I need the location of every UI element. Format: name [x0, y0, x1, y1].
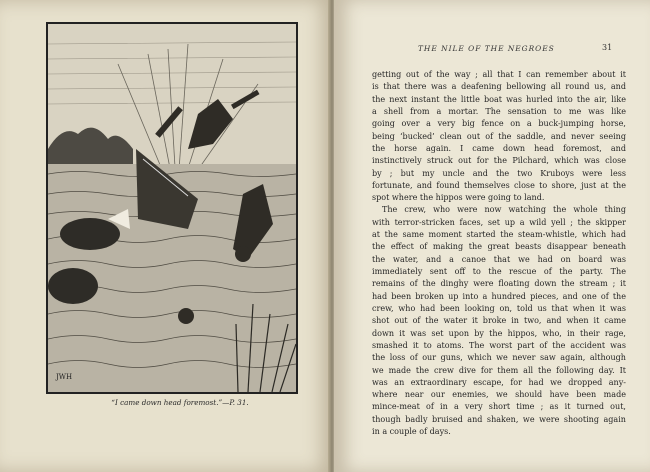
- text-line: a shell from a mortar. The sensation to me was like: [372, 106, 626, 116]
- text-line: at the same moment started the steam-whistle, which had: [372, 230, 626, 240]
- text-line: the water, and a canoe that we had on board was: [372, 254, 626, 264]
- text-line: getting out of the way ; all that I can remember about it: [372, 70, 626, 79]
- text-line: had been broken up into a hundred pieces, and one of the: [372, 291, 626, 301]
- text-line: we made the crew dive for them all the following day. It: [372, 365, 626, 375]
- text-line: where near our enemies, we should have been made: [372, 390, 626, 400]
- illustration-caption: “I came down head foremost.”—P. 31.: [111, 398, 249, 407]
- text-line: was an extraordinary escape, for had we dropped any-: [372, 377, 626, 387]
- text-line: immediately sent off to the rescue of the party. The: [372, 267, 626, 276]
- text-line: being ‘bucked’ clean out of the saddle, and never seeing: [372, 131, 626, 141]
- text-line: the horse again. I came down head foremost, and: [372, 143, 626, 153]
- engraving-illustration: [46, 22, 298, 394]
- text-line: the loss of our guns, which we never saw again, although: [372, 353, 626, 363]
- text-line: crew, who had been looking on, told us that when it was: [372, 303, 626, 313]
- text-line: fortunate, and found themselves close to shore, just at the: [372, 180, 626, 190]
- text-line: mince-meat of in a very short time ; as it turned out,: [372, 402, 626, 412]
- text-line: by ; but my uncle and the two Kruboys were less: [372, 168, 626, 178]
- text-line: though badly bruised and shaken, we were shooting again: [372, 414, 626, 424]
- hippo-attack-engraving: [48, 24, 296, 392]
- text-line: is that there was a deafening bellowing all round us, and: [372, 82, 626, 92]
- text-line: smashed it to atoms. The worst part of the accident was: [372, 340, 626, 350]
- illustrator-signature: JWH: [56, 373, 73, 381]
- text-line: remains of the dinghy were floating down the stream ; it: [372, 279, 626, 289]
- text-line: instinctively struck out for the Pilchard, which was close: [372, 156, 626, 166]
- text-line: down it was set upon by the hippos, who, in their rage,: [372, 328, 626, 338]
- text-line: shot out of the water it broke in two, and when it came: [372, 316, 626, 326]
- body-text: [372, 69, 626, 438]
- text-line: going over a very big fence on a buck-jumping horse,: [372, 119, 626, 129]
- page-number: 31: [602, 43, 613, 52]
- text-line: The crew, who were now watching the whole thing: [382, 205, 626, 215]
- text-line: the next instant the little boat was hurled into the air, like: [372, 94, 626, 104]
- text-line: spot where the hippos were going to land.: [372, 193, 545, 203]
- text-line: with terror-stricken faces, set up a wild yell ; the skipper: [372, 217, 626, 227]
- text-line: in a couple of days.: [372, 427, 451, 437]
- text-line: the effect of making the great beasts disappear beneath: [372, 242, 626, 252]
- running-head: THE NILE OF THE NEGROES: [418, 44, 555, 53]
